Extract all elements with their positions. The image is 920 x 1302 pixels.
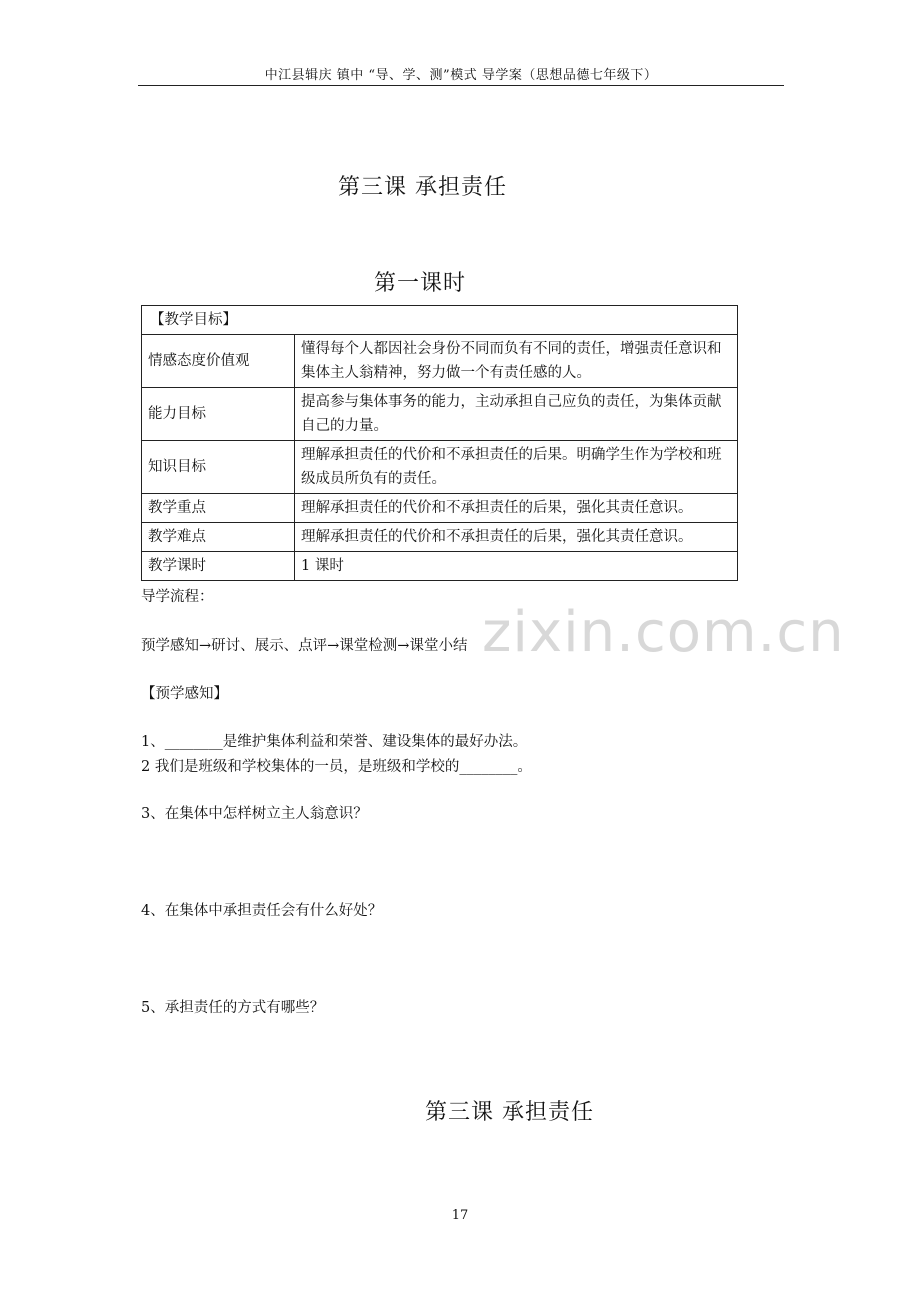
question-5: 5、承担责任的方式有哪些？ [141, 1000, 325, 1016]
page-header: 中江县辑庆 镇中 “导、学、测”模式 导学案（思想品德七年级下） [264, 68, 658, 83]
row-label: 情感态度价值观 [142, 335, 295, 388]
row-label: 教学重点 [142, 494, 295, 523]
row-value: 理解承担责任的代价和不承担责任的后果。明确学生作为学校和班级成员所负有的责任。 [295, 441, 738, 494]
question-4: 4、在集体中承担责任会有什么好处？ [141, 903, 383, 919]
table-row [142, 335, 738, 388]
table-row [142, 388, 738, 441]
watermark: zixin.com.cn [482, 600, 845, 665]
preview-section-title: 【预学感知】 [141, 686, 228, 702]
row-label: 知识目标 [142, 441, 295, 494]
table-row [142, 552, 738, 581]
lesson-title: 第三课 承担责任 [338, 175, 507, 200]
objectives-table [141, 305, 738, 581]
question-1: 1、________是维护集体利益和荣誉、建设集体的最好办法。 [141, 734, 528, 750]
table-row [142, 441, 738, 494]
question-2: 2 我们是班级和学校集体的一员，是班级和学校的________。 [141, 759, 532, 775]
row-label: 能力目标 [142, 388, 295, 441]
table-row [142, 523, 738, 552]
row-value: 懂得每个人都因社会身份不同而负有不同的责任，增强责任意识和集体主人翁精神，努力做一个有责任感的人。 [295, 335, 738, 388]
page-number: 17 [451, 1208, 469, 1223]
lesson-title-repeat: 第三课 承担责任 [425, 1100, 594, 1125]
table-row [142, 306, 738, 335]
lesson-period-title: 第一课时 [374, 271, 467, 296]
row-label: 教学难点 [142, 523, 295, 552]
row-value: 理解承担责任的代价和不承担责任的后果，强化其责任意识。 [295, 523, 738, 552]
flow-steps: 预学感知→研讨、展示、点评→课堂检测→课堂小结 [141, 638, 468, 654]
question-3: 3、在集体中怎样树立主人翁意识？ [141, 806, 368, 822]
row-value: 提高参与集体事务的能力，主动承担自己应负的责任，为集体贡献自己的力量。 [295, 388, 738, 441]
header-divider [138, 85, 784, 86]
row-label: 教学课时 [142, 552, 295, 581]
flow-label: 导学流程： [141, 589, 214, 605]
row-value: 1 课时 [295, 552, 738, 581]
objectives-heading: 【教学目标】 [142, 306, 738, 335]
row-value: 理解承担责任的代价和不承担责任的后果，强化其责任意识。 [295, 494, 738, 523]
table-row [142, 494, 738, 523]
